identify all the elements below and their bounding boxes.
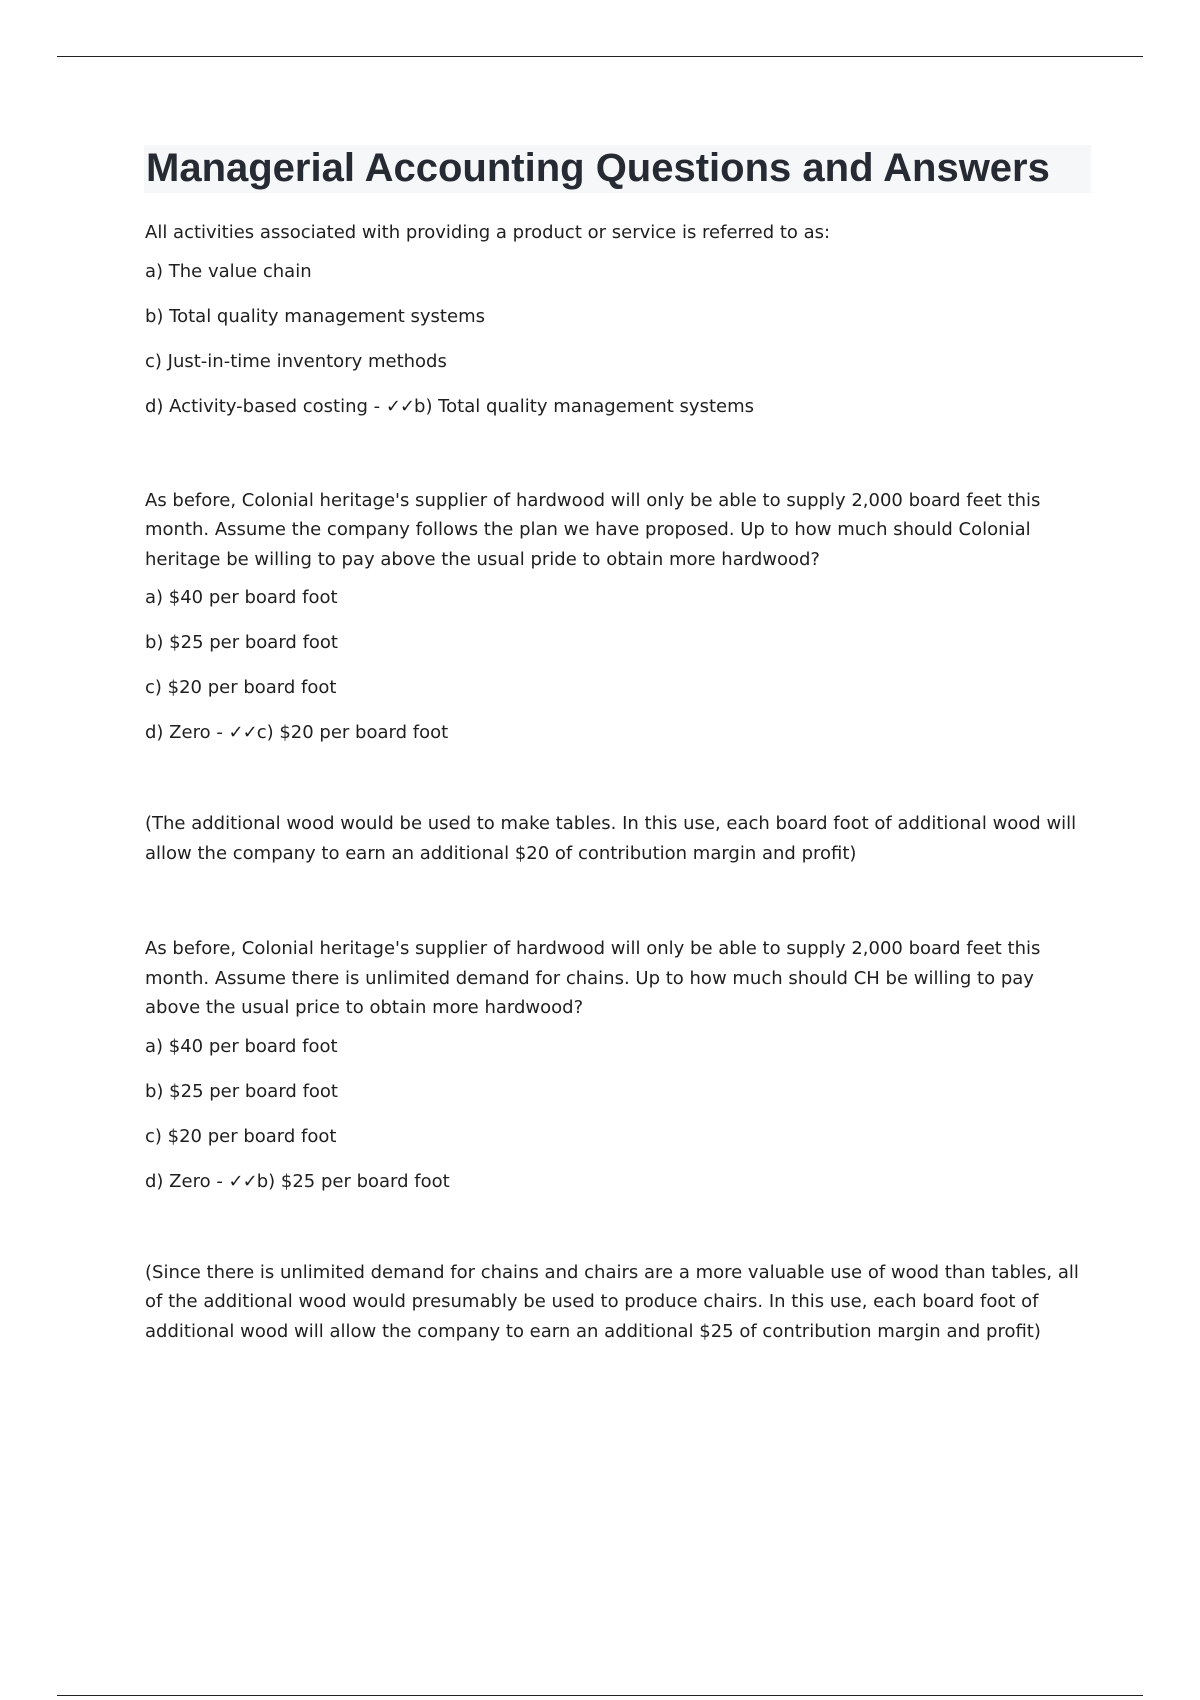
checkmark-icon: ✓✓ <box>228 1170 257 1192</box>
question-text: All activities associated with providing a product or service is referred to as: <box>145 222 831 243</box>
answer-option: b) Total quality management systems <box>145 305 485 327</box>
answer-option: a) $40 per board foot <box>145 587 338 608</box>
answer-option: a) The value chain <box>145 260 312 282</box>
correct-answer: b) Total quality management systems <box>414 395 754 417</box>
answer-option: b) $25 per board foot <box>145 632 338 653</box>
spacer <box>145 419 1090 486</box>
answer-option: a) $40 per board foot <box>145 1035 338 1057</box>
spacer <box>145 745 1090 809</box>
answer-option-text: d) Zero - <box>145 722 229 743</box>
question-block <box>145 218 1090 419</box>
checkmark-icon: ✓✓ <box>228 722 257 743</box>
correct-answer: b) $25 per board foot <box>256 1170 450 1192</box>
correct-answer: c) $20 per board foot <box>256 722 449 743</box>
header-rule <box>57 56 1143 57</box>
footer-rule <box>57 1695 1143 1696</box>
answer-option-with-answer <box>145 395 1090 419</box>
page-title: Managerial Accounting Questions and Answers <box>146 146 1050 190</box>
checkmark-icon: ✓✓ <box>385 395 415 417</box>
answer-option-with-answer <box>145 1170 1090 1194</box>
question-block <box>145 486 1090 746</box>
answer-explanation: (The additional wood would be used to make tables. In this use, each board foot of additional wood will allow the company to earn an additional $20 of contribution margin and profit) <box>145 813 1077 864</box>
question-block <box>145 934 1090 1194</box>
answer-option: c) $20 per board foot <box>145 1125 337 1147</box>
spacer <box>145 868 1090 934</box>
document-body <box>145 218 1090 1346</box>
answer-option-with-answer <box>145 721 1090 745</box>
spacer <box>145 1194 1090 1258</box>
answer-option-text: d) Activity-based costing - <box>145 395 386 417</box>
answer-option: c) Just-in-time inventory methods <box>145 350 447 372</box>
answer-explanation: (Since there is unlimited demand for chains and chairs are a more valuable use of wood than tables, all of the additional wood would presumably be used to produce chairs. In this use, each board foot of additional wood will allow the company to earn an additional $25 of contribution margin and profit) <box>145 1261 1079 1342</box>
answer-option: c) $20 per board foot <box>145 677 337 698</box>
question-text: As before, Colonial heritage's supplier of hardwood will only be able to supply 2,000 board feet this month. Assume the company follows the plan we have proposed. Up to how much should Colonial heritage be willing to pay above the usual pride to obtain more hardwood? <box>145 489 1041 570</box>
answer-option: b) $25 per board foot <box>145 1080 338 1102</box>
question-text: As before, Colonial heritage's supplier of hardwood will only be able to supply 2,000 board feet this month. Assume there is unlimited demand for chains. Up to how much should CH be willing to pay above the usual price to obtain more hardwood? <box>145 938 1041 1018</box>
answer-option-text: d) Zero - <box>145 1170 229 1192</box>
